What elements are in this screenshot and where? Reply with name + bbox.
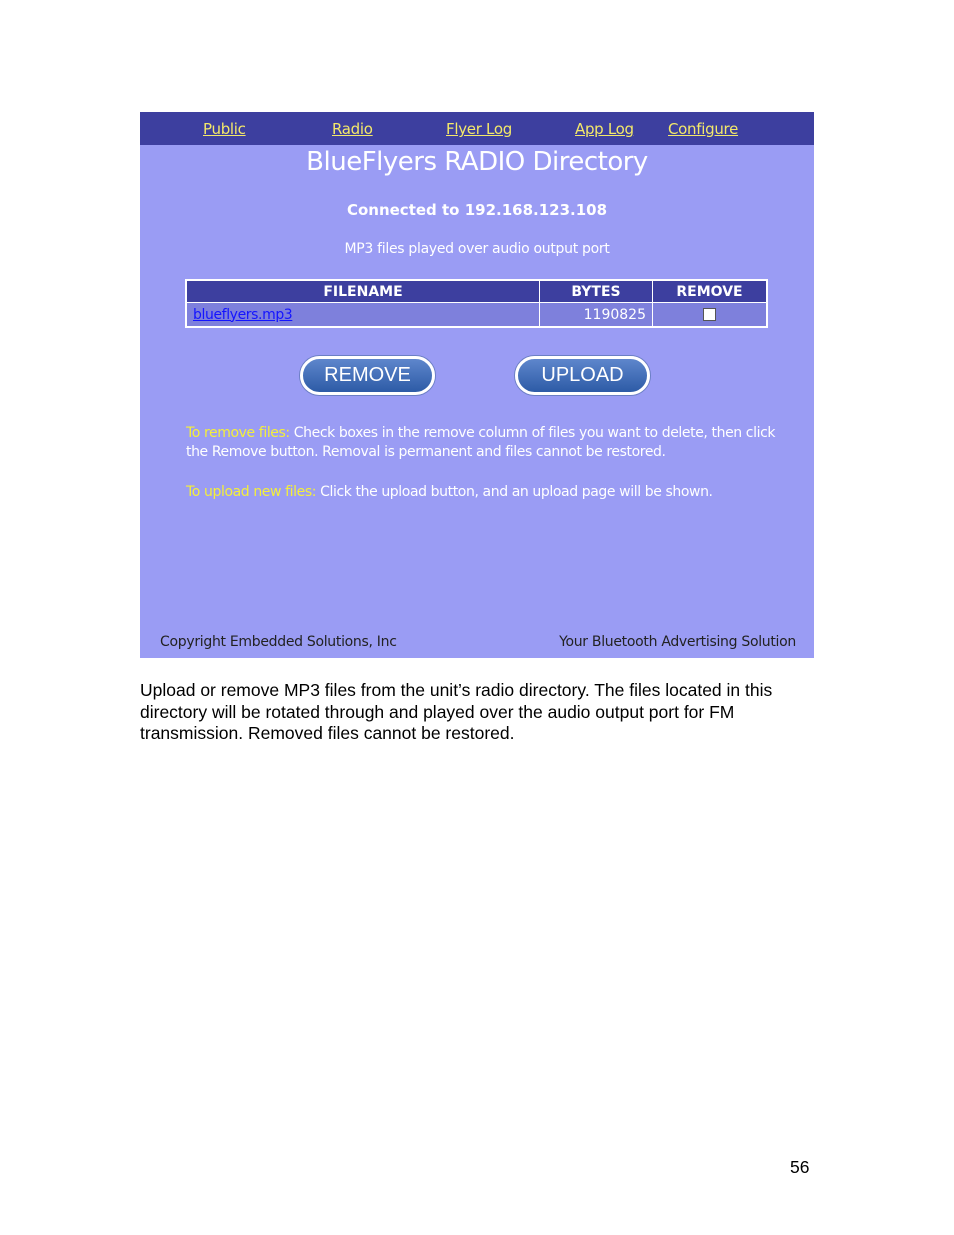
nav-link-public[interactable]: Public: [203, 120, 246, 138]
remove-button[interactable]: REMOVE: [300, 356, 435, 395]
column-header-filename: FILENAME: [186, 280, 540, 303]
page-title: BlueFlyers RADIO Directory: [306, 147, 648, 177]
table-header-row: [186, 280, 767, 303]
page-number: 56: [790, 1157, 810, 1177]
radio-directory-screenshot: [140, 112, 814, 658]
nav-link-flyer-log[interactable]: Flyer Log: [446, 120, 512, 138]
footer-tagline: Your Bluetooth Advertising Solution: [559, 634, 796, 650]
column-header-remove: REMOVE: [653, 280, 768, 303]
remove-cell: [653, 303, 768, 328]
file-link[interactable]: blueflyers.mp3: [193, 306, 293, 323]
column-header-bytes: BYTES: [540, 280, 653, 303]
upload-instructions-lead: To upload new files:: [186, 484, 317, 500]
files-table: [185, 279, 768, 328]
remove-checkbox[interactable]: [703, 308, 716, 321]
upload-instructions: [186, 483, 786, 502]
bytes-cell: 1190825: [540, 303, 653, 328]
filename-cell: [186, 303, 540, 328]
page-subtitle: MP3 files played over audio output port: [344, 241, 610, 257]
remove-instructions: [186, 424, 786, 462]
nav-link-configure[interactable]: Configure: [668, 120, 739, 138]
remove-instructions-text: Check boxes in the remove column of files you want to delete, then click the Remove button. Removal is permanent and files cannot be restored.: [186, 425, 776, 460]
nav-link-radio[interactable]: Radio: [332, 120, 373, 138]
nav-link-app-log[interactable]: App Log: [575, 120, 634, 138]
document-caption: Upload or remove MP3 files from the unit’s radio directory. The files located in this directory will be rotated through and played over the audio output port for FM transmission. Removed files cannot be restored.: [140, 680, 773, 743]
footer-copyright: Copyright Embedded Solutions, Inc: [160, 634, 397, 650]
upload-instructions-text: Click the upload button, and an upload page will be shown.: [316, 484, 713, 500]
upload-button[interactable]: UPLOAD: [515, 356, 650, 395]
remove-instructions-lead: To remove files:: [186, 425, 290, 441]
nav-bar: [140, 112, 814, 145]
connection-status: Connected to 192.168.123.108: [346, 201, 608, 219]
table-row: [186, 303, 767, 328]
